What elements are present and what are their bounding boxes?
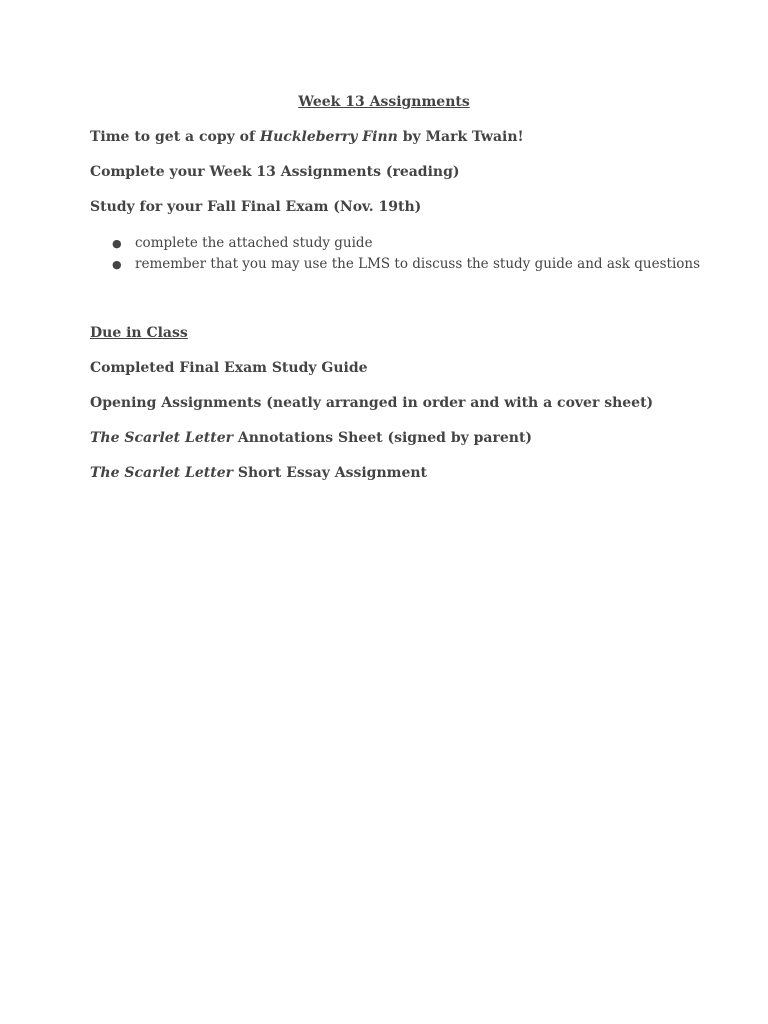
intro-prefix: Time to get a copy of: [90, 129, 260, 145]
due-in-class-heading: Due in Class: [90, 325, 188, 341]
bullet-text: complete the attached study guide: [135, 235, 373, 251]
book-title: Huckleberry Finn: [259, 129, 398, 145]
due-item-text: Annotations Sheet (signed by parent): [233, 430, 533, 446]
intro-line: [90, 127, 524, 147]
due-item: [90, 428, 532, 448]
list-item: [112, 233, 700, 254]
intro-suffix: by Mark Twain!: [397, 129, 524, 145]
book-title: The Scarlet Letter: [90, 430, 233, 446]
document-title: Week 13 Assignments: [298, 94, 470, 110]
bullet-icon: ●: [112, 258, 122, 271]
study-bullet-list: [112, 233, 700, 275]
due-item-text: Opening Assignments (neatly arranged in order and with a cover sheet): [90, 395, 654, 411]
due-item-text: Completed Final Exam Study Guide: [90, 360, 368, 376]
bullet-text: remember that you may use the LMS to discuss the study guide and ask questions: [135, 256, 701, 272]
due-item: [90, 358, 368, 378]
book-title: The Scarlet Letter: [90, 465, 233, 481]
list-item: [112, 254, 700, 275]
due-item-text: Short Essay Assignment: [233, 465, 428, 481]
due-item: [90, 393, 653, 413]
due-item: [90, 463, 427, 483]
complete-line: Complete your Week 13 Assignments (reading): [90, 164, 460, 180]
study-line: Study for your Fall Final Exam (Nov. 19th): [90, 199, 422, 215]
bullet-icon: ●: [112, 237, 122, 250]
